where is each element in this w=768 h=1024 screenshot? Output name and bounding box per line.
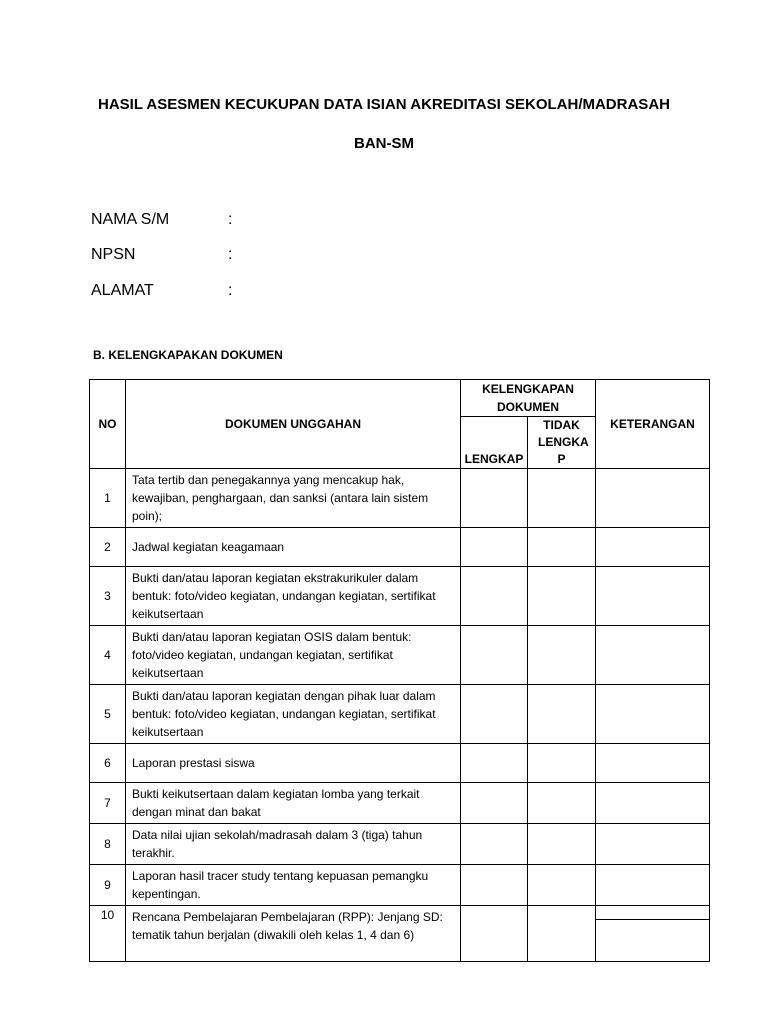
row-number: 2 — [90, 528, 126, 567]
keterangan-cell[interactable] — [596, 744, 710, 783]
keterangan-cell[interactable] — [596, 865, 710, 906]
keterangan-subcell-top[interactable] — [596, 906, 709, 920]
row-document: Bukti dan/atau laporan kegiatan ekstrakurikuler dalam bentuk: foto/video kegiatan, undangan kegiatan, sertifikat keikutsertaan — [126, 567, 461, 626]
tidak-lengkap-cell[interactable] — [528, 469, 596, 528]
table-row — [90, 824, 710, 865]
row-document: Laporan prestasi siswa — [126, 744, 461, 783]
row-number: 3 — [90, 567, 126, 626]
field-label-npsn: NPSN — [91, 246, 136, 263]
header-no: NO — [90, 380, 126, 469]
table-row — [90, 685, 710, 744]
tidak-lengkap-cell[interactable] — [528, 567, 596, 626]
tidak-lengkap-cell[interactable] — [528, 865, 596, 906]
field-label-alamat: ALAMAT — [91, 282, 154, 299]
lengkap-cell[interactable] — [461, 865, 528, 906]
keterangan-cell[interactable] — [596, 567, 710, 626]
field-colon-alamat: : — [228, 282, 233, 299]
row-document: Bukti dan/atau laporan kegiatan OSIS dalam bentuk: foto/video kegiatan, undangan kegiatan, sertifikat keikutsertaan — [126, 626, 461, 685]
lengkap-cell[interactable] — [461, 744, 528, 783]
keterangan-cell[interactable] — [596, 528, 710, 567]
lengkap-cell[interactable] — [461, 783, 528, 824]
keterangan-cell[interactable] — [596, 824, 710, 865]
section-title: B. KELENGKAPAKAN DOKUMEN — [93, 348, 283, 362]
lengkap-cell[interactable] — [461, 685, 528, 744]
field-label-nama: NAMA S/M — [91, 211, 170, 228]
table-row — [90, 744, 710, 783]
row-document: Rencana Pembelajaran Pembelajaran (RPP): Jenjang SD: tematik tahun berjalan (diwakili oleh kelas 1, 4 dan 6) — [126, 906, 461, 962]
row-document: Jadwal kegiatan keagamaan — [126, 528, 461, 567]
table-row — [90, 567, 710, 626]
lengkap-cell[interactable] — [461, 626, 528, 685]
keterangan-cell[interactable] — [596, 906, 710, 962]
header-dokumen: DOKUMEN UNGGAHAN — [126, 380, 461, 469]
row-number: 8 — [90, 824, 126, 865]
keterangan-cell[interactable] — [596, 469, 710, 528]
table-row — [90, 906, 710, 962]
row-document: Tata tertib dan penegakannya yang mencakup hak, kewajiban, penghargaan, dan sanksi (antara lain sistem poin); — [126, 469, 461, 528]
table-row — [90, 865, 710, 906]
document-subtitle: BAN-SM — [354, 135, 414, 152]
row-number: 10 — [90, 906, 126, 962]
keterangan-cell[interactable] — [596, 783, 710, 824]
table-row — [90, 528, 710, 567]
row-number: 1 — [90, 469, 126, 528]
table-row — [90, 626, 710, 685]
header-keterangan: KETERANGAN — [596, 380, 710, 469]
field-colon-nama: : — [228, 211, 233, 228]
row-number: 6 — [90, 744, 126, 783]
row-document: Data nilai ujian sekolah/madrasah dalam 3 (tiga) tahun terakhir. — [126, 824, 461, 865]
tidak-lengkap-cell[interactable] — [528, 626, 596, 685]
row-document: Bukti keikutsertaan dalam kegiatan lomba yang terkait dengan minat dan bakat — [126, 783, 461, 824]
table-row — [90, 469, 710, 528]
header-kelengkapan: KELENGKAPAN DOKUMEN — [461, 380, 596, 417]
lengkap-cell[interactable] — [461, 567, 528, 626]
row-document: Bukti dan/atau laporan kegiatan dengan pihak luar dalam bentuk: foto/video kegiatan, undangan kegiatan, sertifikat keikutsertaan — [126, 685, 461, 744]
keterangan-cell[interactable] — [596, 685, 710, 744]
row-document: Laporan hasil tracer study tentang kepuasan pemangku kepentingan. — [126, 865, 461, 906]
lengkap-cell[interactable] — [461, 469, 528, 528]
field-colon-npsn: : — [228, 246, 233, 263]
tidak-lengkap-cell[interactable] — [528, 906, 596, 962]
lengkap-cell[interactable] — [461, 906, 528, 962]
tidak-lengkap-cell[interactable] — [528, 685, 596, 744]
row-number: 4 — [90, 626, 126, 685]
keterangan-cell[interactable] — [596, 626, 710, 685]
tidak-lengkap-cell[interactable] — [528, 824, 596, 865]
row-number: 9 — [90, 865, 126, 906]
header-lengkap: LENGKAP — [461, 417, 528, 469]
row-number: 7 — [90, 783, 126, 824]
document-checklist-table — [89, 379, 710, 962]
tidak-lengkap-cell[interactable] — [528, 783, 596, 824]
lengkap-cell[interactable] — [461, 824, 528, 865]
tidak-lengkap-cell[interactable] — [528, 528, 596, 567]
document-title: HASIL ASESMEN KECUKUPAN DATA ISIAN AKREDITASI SEKOLAH/MADRASAH — [98, 96, 670, 113]
row-number: 5 — [90, 685, 126, 744]
header-tidak-lengkap: TIDAK LENGKA P — [528, 417, 596, 469]
tidak-lengkap-cell[interactable] — [528, 744, 596, 783]
table-row — [90, 783, 710, 824]
lengkap-cell[interactable] — [461, 528, 528, 567]
